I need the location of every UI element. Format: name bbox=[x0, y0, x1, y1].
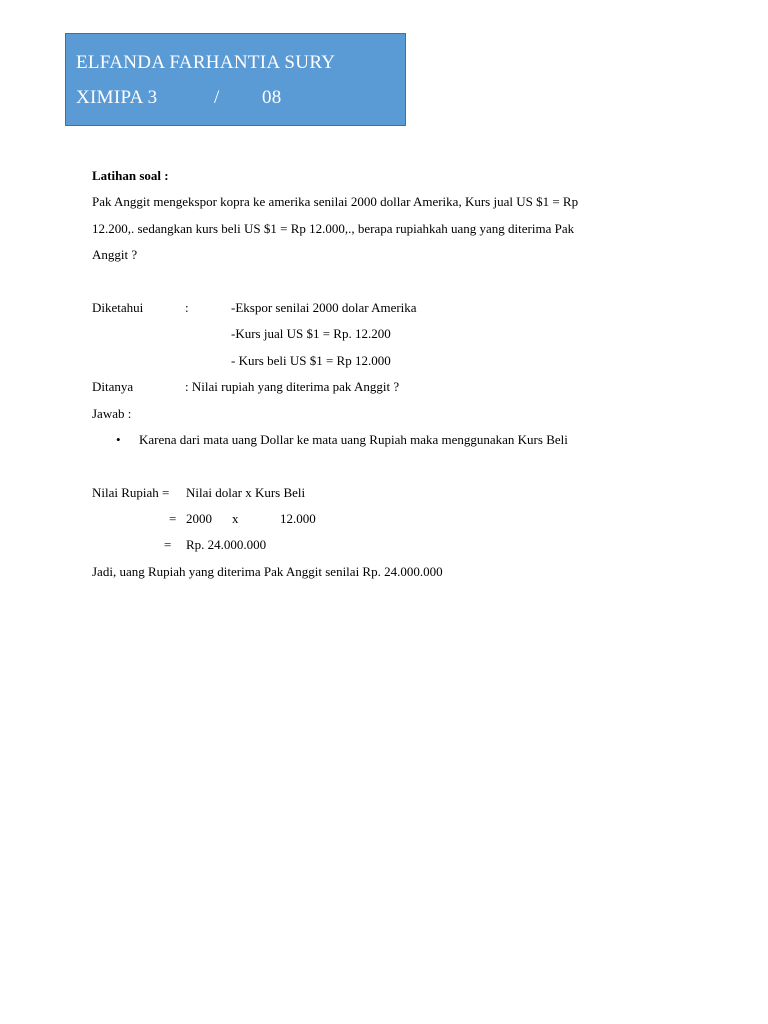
question-line-2: 12.200,. sedangkan kurs beli US $1 = Rp 12.000,., berapa rupiahkah uang yang diterima Pak bbox=[92, 220, 575, 236]
answer-label: Jawab : bbox=[92, 405, 132, 421]
bullet-text: Karena dari mata uang Dollar ke mata uang Rupiah maka menggunakan Kurs Beli bbox=[139, 431, 568, 447]
known-row-3 bbox=[92, 348, 652, 374]
calc-operator: x bbox=[232, 511, 239, 527]
spacer bbox=[92, 453, 652, 479]
known-item-1: -Ekspor senilai 2000 dolar Amerika bbox=[231, 299, 417, 315]
calc-result: Rp. 24.000.000 bbox=[186, 537, 267, 553]
calc-row-2 bbox=[92, 506, 652, 532]
bullet-icon: • bbox=[116, 431, 121, 447]
document-body bbox=[92, 163, 652, 585]
question-line-3: Anggit ? bbox=[92, 247, 138, 263]
asked-label: Ditanya bbox=[92, 379, 134, 395]
asked-row bbox=[92, 374, 652, 400]
student-number: 08 bbox=[262, 87, 282, 108]
known-colon: : bbox=[185, 299, 189, 315]
answer-bullet-item bbox=[92, 427, 652, 453]
student-header-box bbox=[65, 33, 406, 126]
calc-value-b: 12.000 bbox=[280, 511, 316, 527]
calc-equals-2: = bbox=[164, 537, 172, 553]
student-class: XIMIPA 3 bbox=[76, 87, 158, 108]
calc-row-1 bbox=[92, 480, 652, 506]
known-row-2 bbox=[92, 321, 652, 347]
class-separator: / bbox=[214, 87, 220, 108]
known-item-2: -Kurs jual US $1 = Rp. 12.200 bbox=[231, 326, 391, 342]
question-line-1: Pak Anggit mengekspor kopra ke amerika senilai 2000 dollar Amerika, Kurs jual US $1 = Rp bbox=[92, 194, 579, 210]
calc-value-a: 2000 bbox=[186, 511, 212, 527]
exercise-title: Latihan soal : bbox=[92, 168, 169, 183]
known-label: Diketahui bbox=[92, 299, 144, 315]
known-row-1 bbox=[92, 295, 652, 321]
conclusion: Jadi, uang Rupiah yang diterima Pak Anggit senilai Rp. 24.000.000 bbox=[92, 563, 443, 579]
asked-value: : Nilai rupiah yang diterima pak Anggit ? bbox=[185, 379, 400, 395]
student-name: ELFANDA FARHANTIA SURY bbox=[76, 52, 336, 73]
calc-equals-1: = bbox=[169, 511, 177, 527]
known-item-3: - Kurs beli US $1 = Rp 12.000 bbox=[231, 352, 391, 368]
spacer bbox=[92, 269, 652, 295]
calc-row-3 bbox=[92, 532, 652, 558]
calc-label: Nilai Rupiah = bbox=[92, 484, 170, 500]
calc-formula: Nilai dolar x Kurs Beli bbox=[186, 484, 306, 500]
